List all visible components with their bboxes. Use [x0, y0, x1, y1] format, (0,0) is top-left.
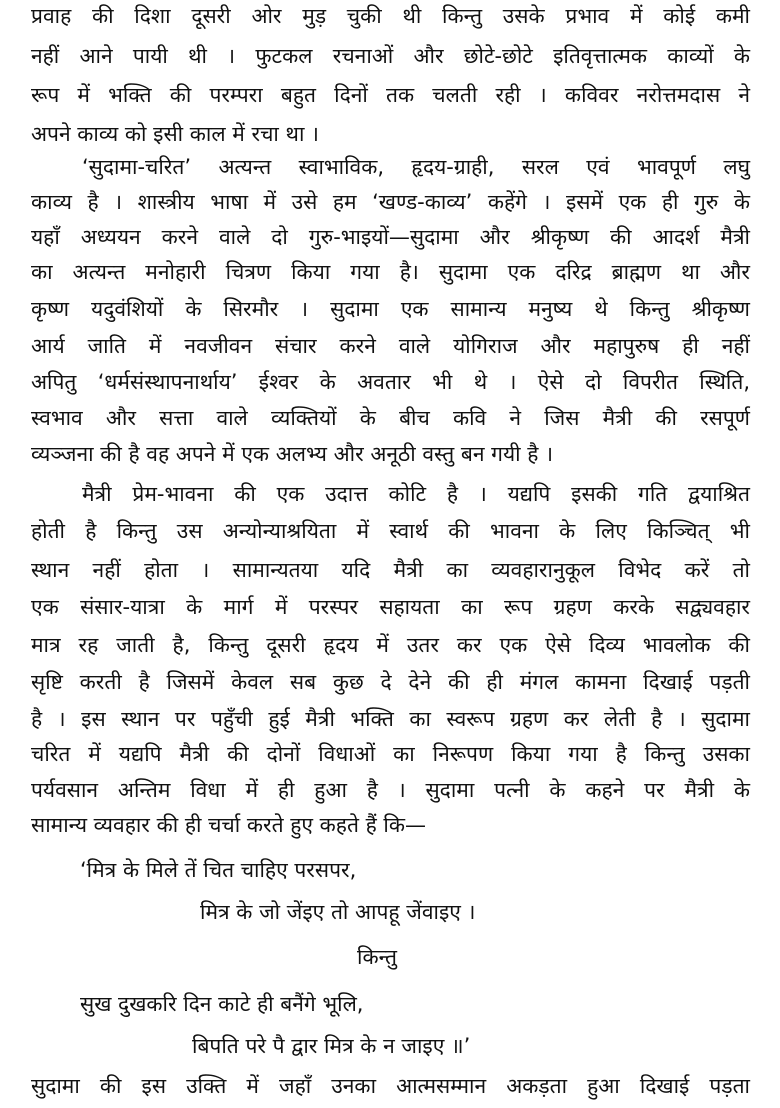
paragraph-line: आर्य जाति में नवजीवन संचार करने वाले योगिराज और महापुरुष ही नहीं — [31, 334, 750, 358]
paragraph-line: ‘सुदामा-चरित’ अत्यन्त स्वाभाविक, हृदय-ग्राही, सरल एवं भावपूर्ण लघु — [82, 155, 750, 179]
paragraph-line: का अत्यन्त मनोहारी चित्रण किया गया है। सुदामा एक दरिद्र ब्राह्मण था और — [31, 260, 750, 284]
verse-line: बिपति परे पै द्वार मित्र के न जाइए ॥’ — [192, 1034, 471, 1058]
paragraph-line: सामान्य व्यवहार की ही चर्चा करते हुए कहते हैं कि— — [31, 813, 426, 837]
paragraph-line: सृष्टि करती है जिसमें केवल सब कुछ दे देने की ही मंगल कामना दिखाई पड़ती — [31, 670, 750, 694]
paragraph-line: चरित में यद्यपि मैत्री की दोनों विधाओं का निरूपण किया गया है किन्तु उसका — [31, 742, 750, 766]
paragraph-line: स्थान नहीं होता । सामान्यतया यदि मैत्री का व्यवहारानुकूल विभेद करें तो — [31, 558, 750, 582]
paragraph-line: प्रवाह की दिशा दूसरी ओर मुड़ चुकी थी किन्तु उसके प्रभाव में कोई कमी — [31, 4, 750, 28]
paragraph-line: एक संसार-यात्रा के मार्ग में परस्पर सहायता का रूप ग्रहण करके सद्व्यवहार — [31, 595, 750, 619]
verse-line: मित्र के जो जेंइए तो आपहू जेंवाइए । — [200, 900, 476, 924]
paragraph-line: है । इस स्थान पर पहुँची हुई मैत्री भक्ति का स्वरूप ग्रहण कर लेती है । सुदामा — [31, 707, 750, 731]
paragraph-line: स्वभाव और सत्ता वाले व्यक्तियों के बीच कवि ने जिस मैत्री की रसपूर्ण — [31, 406, 750, 430]
verse-line: सुख दुखकरि दिन काटे ही बनैंगे भूलि, — [80, 992, 364, 1016]
paragraph-line: मात्र रह जाती है, किन्तु दूसरी हृदय में उतर कर एक ऐसे दिव्य भावलोक की — [31, 633, 750, 657]
paragraph-line: कृष्ण यदुवंशियों के सिरमौर । सुदामा एक सामान्य मनुष्य थे किन्तु श्रीकृष्ण — [31, 297, 750, 321]
paragraph-line: नहीं आने पायी थी । फुटकल रचनाओं और छोटे-छोटे इतिवृत्तात्मक काव्यों के — [31, 44, 750, 68]
paragraph-line: यहाँ अध्ययन करने वाले दो गुरु-भाइयों—सुदामा और श्रीकृष्ण की आदर्श मैत्री — [31, 225, 750, 249]
paragraph-line: रूप में भक्ति की परम्परा बहुत दिनों तक चलती रही । कविवर नरोत्तमदास ने — [31, 83, 750, 107]
paragraph-line: पर्यवसान अन्तिम विधा में ही हुआ है । सुदामा पत्नी के कहने पर मैत्री के — [31, 778, 750, 802]
paragraph-line: व्यञ्जना की है वह अपने में एक अलभ्य और अनूठी वस्तु बन गयी है । — [31, 442, 554, 466]
paragraph-line: अपितु ‘धर्मसंस्थापनार्थाय’ ईश्वर के अवतार भी थे । ऐसे दो विपरीत स्थिति, — [31, 370, 750, 394]
verse-connector: किन्तु — [357, 945, 398, 969]
paragraph-line: होती है किन्तु उस अन्योन्याश्रयिता में स्वार्थ की भावना के लिए किञ्चित् भी — [31, 519, 750, 543]
paragraph-line: काव्य है । शास्त्रीय भाषा में उसे हम ‘खण्ड-काव्य’ कहेंगे । इसमें एक ही गुरु के — [31, 190, 750, 214]
verse-line: ‘मित्र के मिले तें चित चाहिए परसपर, — [80, 858, 357, 882]
paragraph-line: सुदामा की इस उक्ति में जहाँ उनका आत्मसम्मान अकड़ता हुआ दिखाई पड़ता — [31, 1074, 750, 1098]
paragraph-line: मैत्री प्रेम-भावना की एक उदात्त कोटि है । यद्यपि इसकी गति द्वयाश्रित — [82, 482, 750, 506]
paragraph-line: अपने काव्य को इसी काल में रचा था । — [31, 122, 320, 146]
